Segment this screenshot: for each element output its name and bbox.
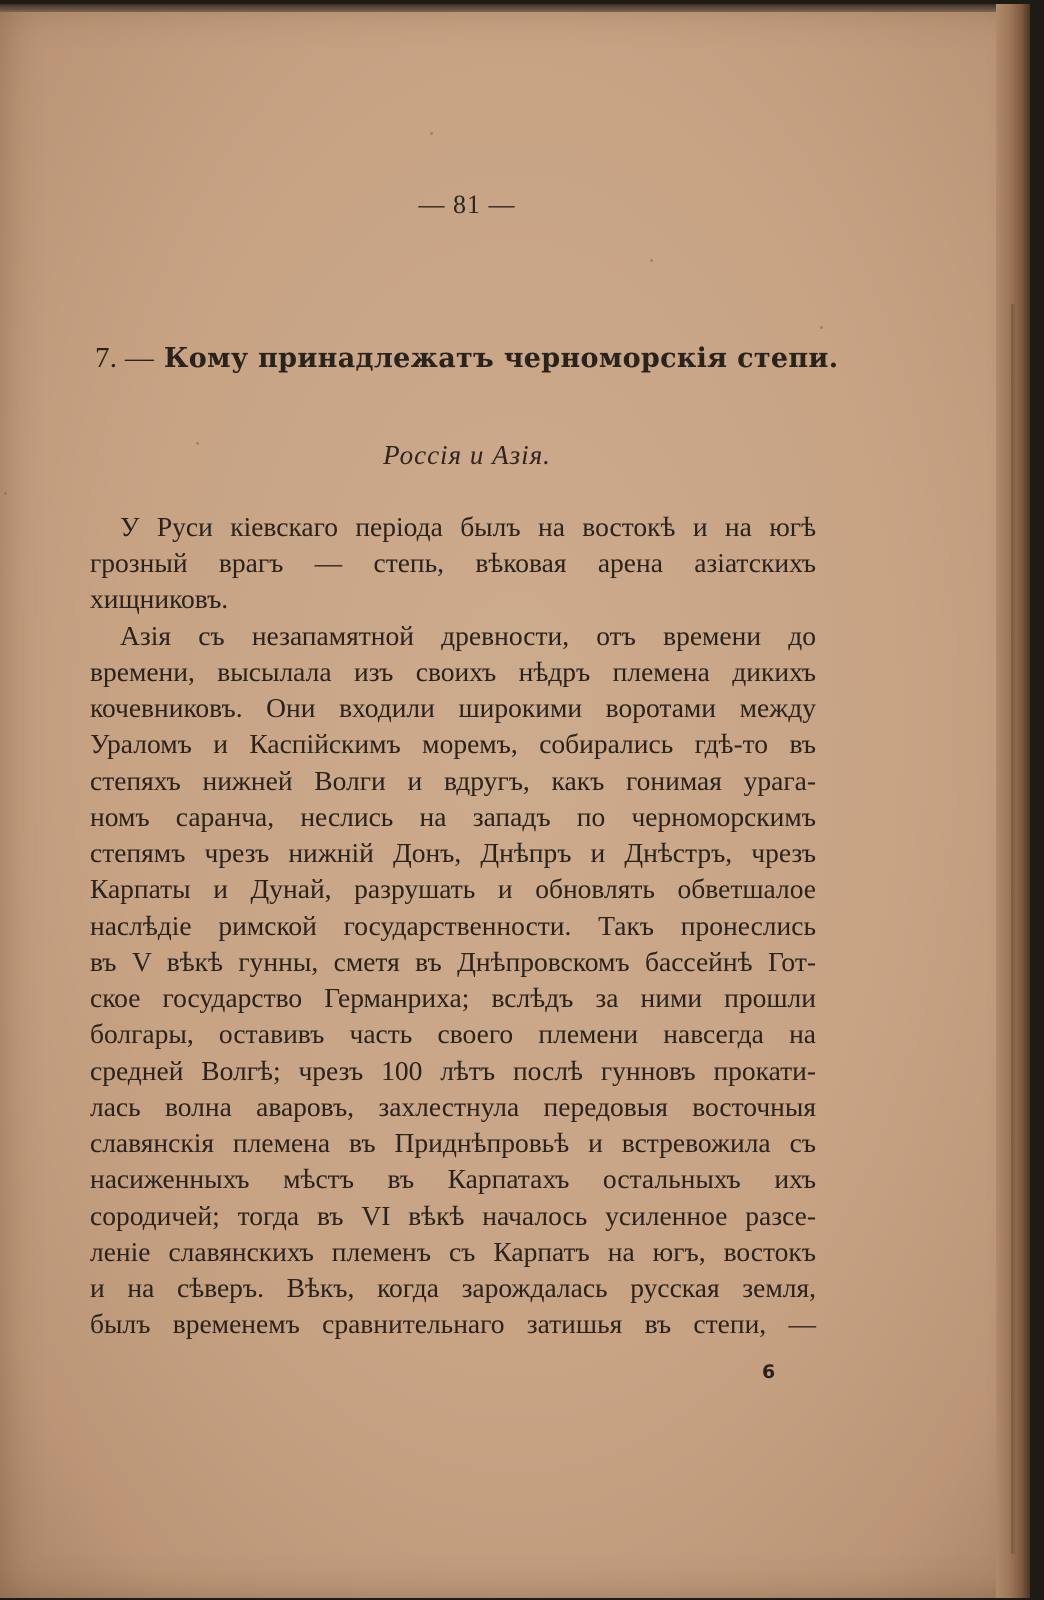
text-line: времени, высылала изъ своихъ нѣдръ племена дикихъ (90, 656, 816, 687)
text-line: лась волна аваровъ, захлестнула передовыя восточныя (90, 1091, 816, 1122)
chapter-title-text: Кому принадлежатъ черноморскія степи. (163, 343, 839, 374)
text-line: былъ временемъ сравнительнаго затишья въ степи, — (90, 1308, 816, 1339)
book-page (0, 4, 1030, 1598)
text-line: насиженныхъ мѣстъ въ Карпатахъ остальныхъ ихъ (90, 1163, 816, 1194)
paper-speck (820, 326, 823, 329)
text-line: леніе славянскихъ племенъ съ Карпатъ на югъ, востокъ (90, 1236, 816, 1267)
text-line: Ураломъ и Каспійскимъ моремъ, собирались гдѣ-то въ (90, 728, 816, 759)
text-line: наслѣдіе римской государственности. Такъ пронеслись (90, 910, 816, 941)
text-line: Карпаты и Дунай, разрушать и обновлять обветшалое (90, 873, 816, 904)
chapter-title (95, 342, 838, 375)
text-line: ское государство Германриха; вслѣдъ за ними прошли (90, 982, 816, 1013)
text-line: кочевниковъ. Они входили широкими воротами между (90, 692, 816, 723)
text-line: и на сѣверъ. Вѣкъ, когда зарождалась русская земля, (90, 1272, 816, 1303)
text-line: хищниковъ. (90, 583, 229, 614)
text-line: болгары, оставивъ часть своего племени навсегда на (90, 1018, 816, 1049)
text-line: степямъ чрезъ нижній Донъ, Днѣпръ и Днѣстръ, чрезъ (90, 837, 816, 868)
section-subtitle: Россія и Азія. (383, 440, 551, 470)
text-line: сородичей; тогда въ VI вѣкѣ началось усиленное разсе- (90, 1200, 816, 1231)
text-line: номъ саранча, неслись на западъ по черноморскимъ (90, 801, 816, 832)
text-line: славянскія племена въ Приднѣпровьѣ и встревожила съ (90, 1127, 816, 1158)
paper-speck (650, 259, 653, 262)
signature-mark: 6 (762, 1361, 776, 1383)
text-line: степяхъ нижней Волги и вдругъ, какъ гонимая урага- (90, 765, 816, 796)
chapter-number: 7. — (95, 342, 155, 374)
text-line: Азія съ незапамятной древности, отъ времени до (120, 620, 816, 651)
text-line: У Руси кіевскаго періода былъ на востокѣ и на югѣ (120, 511, 816, 542)
text-line: въ V вѣкѣ гунны, сметя въ Днѣпровскомъ бассейнѣ Гот- (90, 946, 816, 977)
paper-speck (430, 132, 433, 135)
page-top-edge (0, 4, 1030, 12)
page-binding-shadow (1011, 304, 1016, 1554)
text-line: средней Волгѣ; чрезъ 100 лѣтъ послѣ гунновъ прокати- (90, 1055, 816, 1086)
paper-speck (4, 492, 7, 495)
text-line: грозный врагъ — степь, вѣковая арена азіатскихъ (90, 547, 816, 578)
page-number: — 81 — (418, 190, 516, 219)
